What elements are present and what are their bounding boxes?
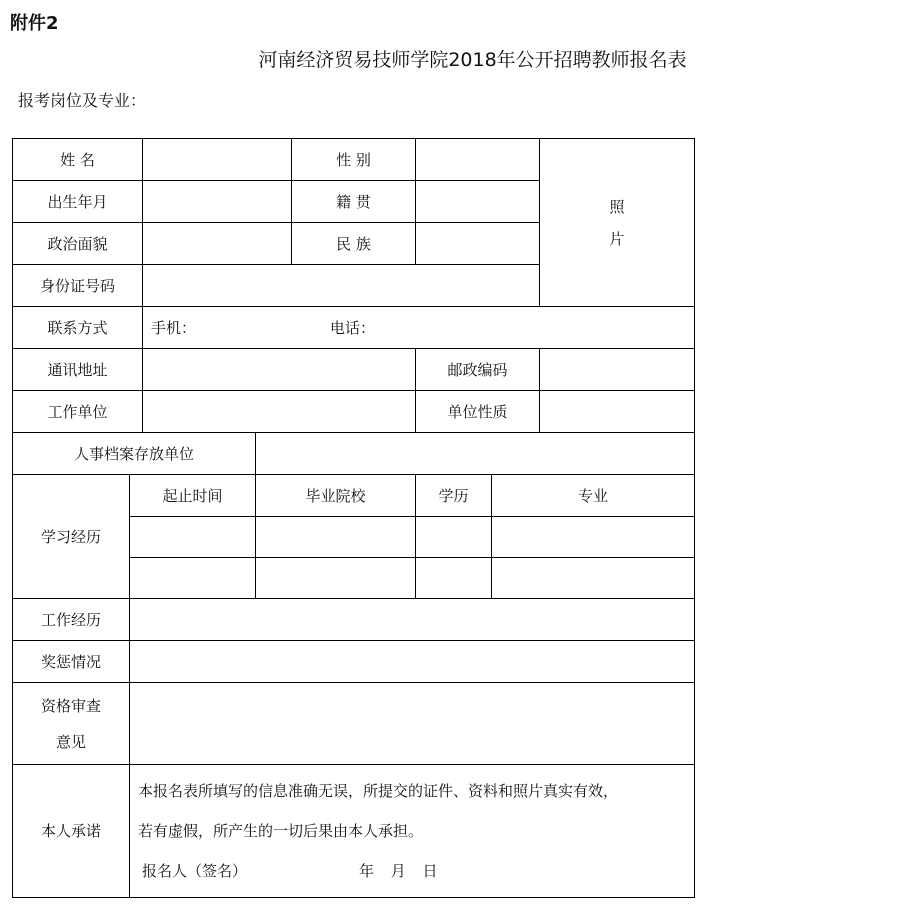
label-native-place [291, 180, 416, 223]
header-degree [415, 474, 492, 517]
label-awards [12, 640, 130, 683]
label-pledge [12, 764, 130, 898]
header-period-text: 起止时间 [162, 486, 223, 505]
input-gender[interactable] [415, 138, 540, 181]
signature-label[interactable]: 报名人（签名） [142, 862, 248, 880]
label-postcode [415, 348, 540, 391]
label-review [12, 682, 130, 765]
input-native-place[interactable] [415, 180, 540, 223]
pledge-text-line2: 若有虚假，所产生的一切后果由本人承担。 [138, 822, 424, 840]
label-archive-unit-text: 人事档案存放单位 [73, 444, 194, 463]
input-major-1[interactable] [491, 516, 695, 558]
label-review-line2: 意见 [55, 732, 86, 751]
label-political-status [12, 222, 143, 265]
label-id-number-text: 身份证号码 [39, 276, 115, 295]
input-contact[interactable] [142, 306, 695, 349]
input-ethnicity[interactable] [415, 222, 540, 265]
input-awards[interactable] [129, 640, 695, 683]
label-employer [12, 390, 143, 433]
input-birth[interactable] [142, 180, 292, 223]
position-label-text: 报考岗位及专业： [18, 91, 147, 110]
photo-label-2: 片 [609, 229, 625, 248]
label-political-status-text: 政治面貌 [47, 234, 108, 253]
attachment-label: 附件2 [10, 13, 59, 34]
input-major-2[interactable] [491, 557, 695, 599]
label-work-history-text: 工作经历 [40, 610, 101, 629]
signature-row [138, 851, 444, 891]
label-study-history [12, 474, 130, 599]
pledge-content [129, 764, 695, 898]
label-contact [12, 306, 143, 349]
pledge-text-line1: 本报名表所填写的信息准确无误，所提交的证件、资料和照片真实有效， [138, 782, 619, 800]
label-name [12, 138, 143, 181]
label-pledge-text: 本人承诺 [40, 822, 101, 840]
signature-date[interactable]: 年 月 日 [359, 862, 444, 880]
input-address[interactable] [142, 348, 416, 391]
label-ethnicity [291, 222, 416, 265]
phone-label: 电话： [330, 318, 376, 337]
input-political-status[interactable] [142, 222, 292, 265]
label-study-history-text: 学习经历 [40, 527, 101, 546]
label-address [12, 348, 143, 391]
input-employer[interactable] [142, 390, 416, 433]
label-id-number [12, 264, 143, 307]
header-school-text: 毕业院校 [305, 486, 366, 505]
input-postcode[interactable] [539, 348, 695, 391]
position-label [18, 88, 146, 111]
input-id-number[interactable] [142, 264, 540, 307]
label-address-text: 通讯地址 [47, 360, 108, 379]
header-school [255, 474, 416, 517]
label-gender-text: 性 别 [336, 150, 371, 169]
label-review-line1: 资格审查 [40, 696, 101, 715]
input-period-2[interactable] [129, 557, 256, 599]
registration-form-table [12, 138, 695, 898]
input-school-2[interactable] [255, 557, 416, 599]
mobile-label: 手机： [151, 318, 197, 337]
input-degree-2[interactable] [415, 557, 492, 599]
form-title: 河南经济贸易技师学院2018年公开招聘教师报名表 [258, 49, 687, 71]
label-employer-type-text: 单位性质 [447, 402, 508, 421]
input-employer-type[interactable] [539, 390, 695, 433]
label-employer-text: 工作单位 [47, 402, 108, 421]
photo-label-1: 照 [609, 197, 625, 216]
label-awards-text: 奖惩情况 [40, 652, 101, 671]
header-major-text: 专业 [577, 486, 608, 505]
label-postcode-text: 邮政编码 [447, 360, 508, 379]
photo-box [539, 138, 695, 307]
header-degree-text: 学历 [438, 486, 469, 505]
input-degree-1[interactable] [415, 516, 492, 558]
label-name-text: 姓 名 [60, 150, 95, 169]
header-period [129, 474, 256, 517]
label-employer-type [415, 390, 540, 433]
label-contact-text: 联系方式 [47, 318, 108, 337]
header-major [491, 474, 695, 517]
input-review[interactable] [129, 682, 695, 765]
input-archive-unit[interactable] [255, 432, 695, 475]
label-work-history [12, 598, 130, 641]
label-native-place-text: 籍 贯 [336, 192, 371, 211]
input-work-history[interactable] [129, 598, 695, 641]
input-name[interactable] [142, 138, 292, 181]
label-gender [291, 138, 416, 181]
label-ethnicity-text: 民 族 [336, 234, 371, 253]
label-birth-text: 出生年月 [47, 192, 108, 211]
input-school-1[interactable] [255, 516, 416, 558]
label-archive-unit [12, 432, 256, 475]
label-birth [12, 180, 143, 223]
input-period-1[interactable] [129, 516, 256, 558]
